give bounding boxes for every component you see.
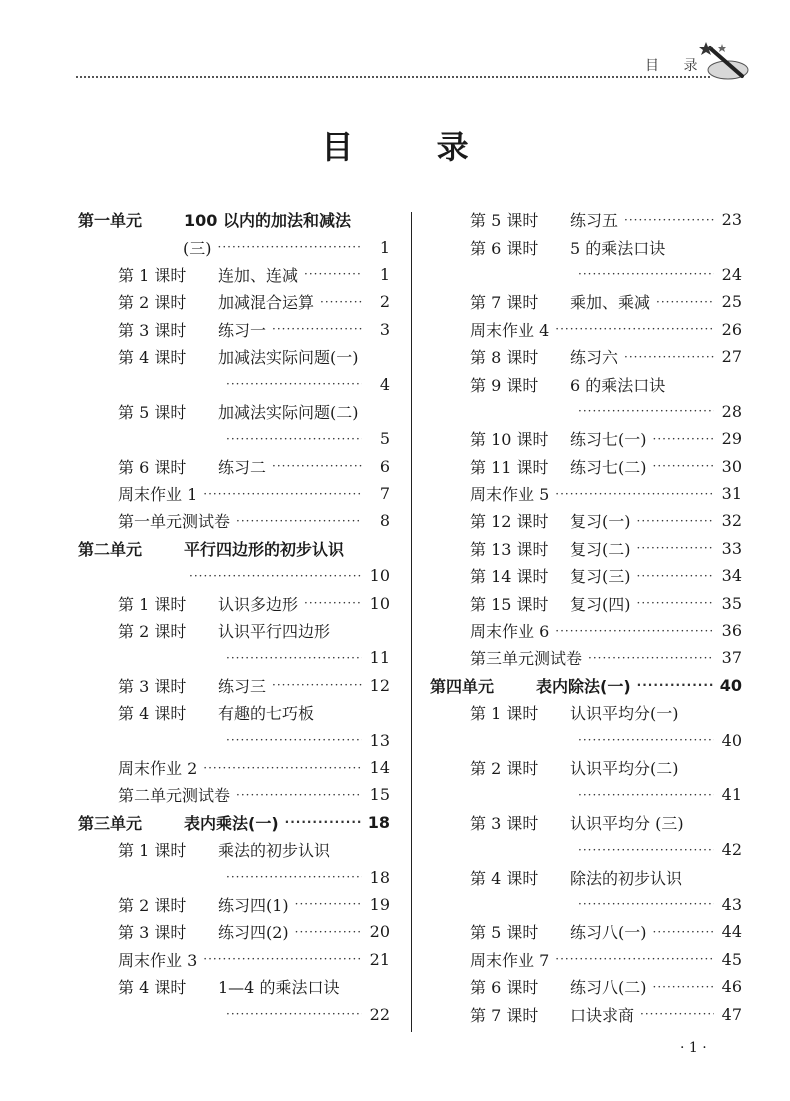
toc-entry-page: 47: [721, 1004, 742, 1024]
toc-entry-title: 第二单元测试卷: [118, 786, 231, 806]
toc-entry-label: [78, 811, 279, 834]
toc-entry[interactable]: [430, 589, 742, 616]
dot-leader: [637, 678, 714, 692]
toc-entry-title: 认识平均分(一): [570, 704, 679, 724]
toc-entry-label: [470, 756, 679, 779]
toc-entry-number: 第 9 课时: [470, 375, 539, 395]
dot-leader: [555, 487, 714, 501]
toc-left-column: [78, 206, 390, 1028]
toc-entry-title: 平行四边形的初步认识: [184, 539, 345, 559]
toc-entry-label: [78, 208, 351, 231]
toc-entry[interactable]: [430, 370, 742, 397]
dot-leader: [624, 213, 714, 227]
toc-entry-title: 周末作业 3: [118, 950, 198, 970]
toc-entry-page: 43: [721, 894, 742, 914]
dot-leader: [285, 815, 362, 829]
header-rule: [76, 76, 710, 78]
column-divider: [411, 212, 412, 1032]
toc-entry-title: 练习七(二): [570, 457, 647, 477]
toc-entry-label: [118, 592, 298, 615]
toc-entry-label: [118, 263, 298, 286]
toc-entry-number: 第 2 课时: [118, 293, 187, 313]
toc-entry-number: 第 14 课时: [470, 567, 549, 587]
toc-entry-page: 3: [379, 319, 390, 339]
dot-leader: [189, 569, 362, 583]
toc-entry-title: 加减法实际问题(一): [218, 348, 359, 368]
toc-entry-title: (三): [183, 238, 212, 258]
page-title: 目 录: [321, 128, 505, 166]
toc-entry-number: 第 7 课时: [470, 293, 539, 313]
toc-entry[interactable]: [78, 233, 390, 260]
toc-entry-title: 第一单元测试卷: [118, 512, 231, 532]
toc-entry-title: 周末作业 5: [470, 485, 550, 505]
toc-entry-label: [470, 455, 647, 478]
toc-entry-title: 6 的乘法口诀: [570, 375, 666, 395]
toc-entry[interactable]: [78, 809, 390, 836]
toc-entry-label: [118, 482, 197, 505]
page-number: · 1 ·: [680, 1040, 707, 1056]
toc-entry-label: [470, 236, 665, 259]
toc-entry-label: [470, 208, 618, 231]
toc-entry-title: 复习(四): [570, 594, 631, 614]
toc-entry-label: [470, 866, 682, 889]
toc-entry-page: 11: [369, 648, 390, 668]
toc-entry-number: 第 2 课时: [118, 622, 187, 642]
toc-entry[interactable]: [78, 946, 390, 973]
toc-entry-page: 44: [721, 922, 742, 942]
toc-entry[interactable]: [430, 1000, 742, 1027]
toc-entry-page: 45: [721, 949, 742, 969]
toc-entry-number: 第 4 课时: [118, 704, 187, 724]
dot-leader: [304, 596, 362, 610]
dot-leader: [226, 870, 362, 884]
toc-entry-title: 练习三: [218, 676, 267, 696]
toc-entry-page: 21: [369, 949, 390, 969]
toc-entry-page: 8: [379, 511, 390, 531]
toc-entry-label: [118, 674, 266, 697]
toc-entry-label: [118, 290, 314, 313]
toc-entry-number: 第 1 课时: [118, 594, 187, 614]
toc-entry-title: 认识平均分(二): [570, 759, 679, 778]
toc-entry[interactable]: [430, 206, 742, 233]
toc-entry[interactable]: [430, 617, 742, 644]
dot-leader: [624, 350, 714, 364]
toc-entry-title: 1—4 的乘法口诀: [218, 978, 340, 998]
toc-entry[interactable]: [430, 343, 742, 370]
toc-entry-number: 第 3 课时: [118, 320, 187, 340]
toc-entry-label: [470, 975, 647, 998]
toc-entry-page: 46: [721, 977, 742, 997]
toc-entry-number: 第 3 课时: [118, 676, 187, 696]
dot-leader: [226, 377, 362, 391]
toc-entry-title: 口诀求商: [570, 1005, 635, 1025]
toc-entry-page: 19: [369, 894, 390, 914]
toc-entry[interactable]: [430, 699, 742, 726]
toc-entry[interactable]: [78, 589, 390, 616]
toc-entry[interactable]: [78, 206, 390, 233]
toc-entry[interactable]: [78, 562, 390, 589]
toc-entry-page: 31: [721, 484, 742, 504]
dot-leader: [236, 788, 362, 802]
toc-entry-label: [470, 564, 631, 587]
toc-entry[interactable]: [78, 261, 390, 288]
toc-entry-label: [118, 920, 289, 943]
toc-entry[interactable]: [78, 398, 390, 425]
dot-leader: [555, 322, 714, 336]
toc-entry-title: 复习(二): [570, 539, 631, 559]
toc-entry-label: [118, 756, 197, 779]
toc-entry-label: [118, 455, 266, 478]
toc-entry-page: 4: [379, 374, 390, 394]
dot-leader: [304, 267, 362, 281]
dot-leader: [588, 651, 714, 665]
toc-entry[interactable]: [430, 863, 742, 890]
toc-entry-label: [470, 537, 631, 560]
dot-leader: [226, 1007, 362, 1021]
toc-entry-page: 20: [369, 922, 390, 942]
dot-leader: [203, 487, 362, 501]
toc-entry[interactable]: [430, 425, 742, 452]
toc-entry[interactable]: [78, 699, 390, 726]
toc-entry-page: 34: [721, 566, 742, 586]
toc-entry-label: [430, 674, 631, 697]
toc-entry[interactable]: [430, 891, 742, 918]
toc-entry[interactable]: [78, 781, 390, 808]
toc-entry-title: 练习一: [218, 320, 267, 340]
toc-entry-title: 练习六: [570, 348, 619, 368]
toc-entry-page: 42: [721, 840, 742, 860]
dot-leader: [578, 843, 714, 857]
toc-entry-label: [470, 920, 647, 943]
toc-entry-number: 第一单元: [78, 211, 143, 231]
toc-entry-label: [118, 893, 289, 916]
toc-entry-label: [470, 482, 549, 505]
toc-entry-label: [470, 290, 650, 313]
dot-leader: [578, 897, 714, 911]
toc-entry-title: 周末作业 7: [470, 950, 550, 970]
toc-entry-page: 7: [379, 484, 390, 504]
dot-leader: [320, 295, 362, 309]
toc-entry[interactable]: [78, 343, 390, 370]
toc-entry-number: 第 4 课时: [470, 868, 539, 888]
toc-entry-title: 练习五: [570, 211, 619, 231]
toc-entry[interactable]: [78, 535, 390, 562]
toc-entry[interactable]: [78, 973, 390, 1000]
toc-entry-page: 10: [369, 593, 390, 613]
toc-entry[interactable]: [430, 261, 742, 288]
toc-entry-page: 18: [367, 812, 390, 832]
dot-leader: [555, 952, 714, 966]
toc-entry-page: 32: [721, 511, 742, 531]
toc-entry-label: [118, 345, 359, 368]
dot-leader: [226, 733, 362, 747]
magic-wand-icon: [698, 40, 750, 82]
toc-entry[interactable]: [78, 425, 390, 452]
toc-entry-number: 第二单元: [78, 539, 143, 559]
toc-entry-number: 第 4 课时: [118, 348, 187, 368]
toc-entry-title: 加减混合运算: [218, 293, 315, 313]
toc-entry-number: 第 6 课时: [470, 978, 539, 998]
toc-entry-label: [470, 646, 582, 669]
toc-entry[interactable]: [430, 918, 742, 945]
toc-entry-title: 连加、连减: [218, 265, 299, 285]
toc-entry-page: 40: [719, 675, 742, 695]
toc-entry-page: 24: [721, 264, 742, 284]
toc-entry-page: 6: [379, 456, 390, 476]
toc-entry-label: [470, 592, 631, 615]
toc-entry-page: 25: [721, 292, 742, 312]
toc-entry-title: 认识多边形: [218, 594, 299, 614]
toc-entry[interactable]: [78, 480, 390, 507]
toc-entry-number: 第 4 课时: [118, 978, 187, 998]
toc-entry-title: 复习(三): [570, 567, 631, 587]
dot-leader: [578, 788, 714, 802]
toc-entry-title: 表内除法(一): [536, 676, 631, 696]
toc-entry-number: 第三单元: [78, 813, 143, 833]
toc-entry[interactable]: [430, 836, 742, 863]
toc-entry[interactable]: [430, 453, 742, 480]
toc-entry-number: 第 3 课时: [470, 813, 539, 833]
toc-entry-title: 周末作业 6: [470, 622, 550, 642]
toc-entry-number: 第 1 课时: [118, 841, 187, 861]
toc-entry-title: 认识平均分 (三): [570, 813, 684, 833]
toc-entry-title: 乘法的初步认识: [218, 841, 331, 861]
toc-entry-page: 35: [721, 593, 742, 613]
toc-entry[interactable]: [430, 946, 742, 973]
dot-leader: [637, 596, 715, 610]
toc-entry-label: [118, 975, 339, 998]
dot-leader: [640, 1007, 714, 1021]
toc-entry-page: 12: [369, 675, 390, 695]
toc-entry-number: 第 3 课时: [118, 923, 187, 943]
toc-entry-page: 10: [369, 566, 390, 586]
toc-entry-number: 第 5 课时: [470, 923, 539, 943]
toc-entry-number: 第 15 课时: [470, 594, 549, 614]
toc-entry-label: [118, 948, 197, 971]
toc-entry-label: [470, 509, 631, 532]
toc-entry-label: [470, 948, 549, 971]
toc-entry-label: [118, 838, 330, 861]
dot-leader: [555, 624, 714, 638]
toc-entry[interactable]: [430, 562, 742, 589]
toc-entry[interactable]: [430, 672, 742, 699]
toc-entry-label: [470, 811, 684, 834]
toc-entry-page: 15: [369, 785, 390, 805]
dot-leader: [226, 651, 362, 665]
toc-entry-page: 37: [721, 648, 742, 668]
toc-entry[interactable]: [430, 781, 742, 808]
toc-entry[interactable]: [78, 370, 390, 397]
toc-entry-label: [118, 701, 314, 724]
dot-leader: [295, 897, 362, 911]
toc-entry-number: 第 1 课时: [118, 265, 187, 285]
dot-leader: [203, 952, 362, 966]
dot-leader: [637, 569, 715, 583]
toc-entry[interactable]: [78, 617, 390, 644]
toc-entry[interactable]: [430, 973, 742, 1000]
toc-entry-title: 练习二: [218, 457, 267, 477]
toc-entry-label: [118, 783, 230, 806]
toc-entry[interactable]: [78, 863, 390, 890]
toc-entry-label: [470, 345, 618, 368]
toc-entry[interactable]: [430, 316, 742, 343]
toc-entry-title: 练习七(一): [570, 430, 647, 450]
dot-leader: [578, 267, 714, 281]
toc-entry-number: 第 6 课时: [470, 238, 539, 258]
dot-leader: [272, 322, 362, 336]
toc-entry-page: 27: [721, 347, 742, 367]
toc-entry-label: [78, 537, 344, 560]
toc-entry[interactable]: [78, 288, 390, 315]
toc-entry-label: [470, 619, 549, 642]
toc-entry-title: 练习八(二): [570, 978, 647, 998]
toc-entry[interactable]: [430, 507, 742, 534]
toc-entry-page: 30: [721, 456, 742, 476]
toc-entry[interactable]: [430, 644, 742, 671]
toc-entry[interactable]: [430, 754, 742, 781]
toc-entry-title: 练习八(一): [570, 923, 647, 943]
toc-entry-label: [118, 400, 359, 423]
dot-leader: [295, 925, 362, 939]
toc-entry-number: 第 10 课时: [470, 430, 549, 450]
toc-entry[interactable]: [78, 672, 390, 699]
toc-entry-page: 18: [369, 867, 390, 887]
dot-leader: [236, 514, 362, 528]
toc-entry-title: 5 的乘法口诀: [570, 238, 666, 258]
toc-entry-title: 除法的初步认识: [570, 868, 683, 888]
toc-entry-page: 22: [369, 1004, 390, 1024]
toc-entry-label: [470, 373, 665, 396]
toc-entry[interactable]: [78, 918, 390, 945]
toc-entry[interactable]: [78, 644, 390, 671]
toc-entry-number: 第 6 课时: [118, 457, 187, 477]
dot-leader: [272, 459, 362, 473]
toc-entry-label: [470, 701, 679, 724]
toc-entry-page: 5: [379, 429, 390, 449]
toc-entry[interactable]: [430, 480, 742, 507]
toc-entry-title: 周末作业 2: [118, 759, 198, 778]
dot-leader: [653, 459, 715, 473]
toc-entry[interactable]: [430, 398, 742, 425]
toc-entry[interactable]: [78, 836, 390, 863]
toc-entry-title: 周末作业 1: [118, 485, 198, 505]
toc-entry[interactable]: [78, 507, 390, 534]
toc-entry-title: 表内乘法(一): [184, 813, 279, 833]
toc-entry-number: 第 2 课时: [470, 759, 539, 778]
toc-entry-title: 练习四(2): [218, 923, 289, 943]
header-label: 目 录: [645, 58, 708, 74]
toc-right-column: [430, 206, 742, 1028]
toc-entry-page: 40: [721, 730, 742, 750]
dot-leader: [637, 541, 715, 555]
toc-entry-page: 41: [721, 785, 742, 805]
toc-entry-label: [470, 318, 549, 341]
toc-entry[interactable]: [78, 726, 390, 753]
toc-entry-page: 13: [369, 730, 390, 750]
toc-entry[interactable]: [78, 754, 390, 781]
toc-entry-label: [183, 236, 212, 259]
toc-entry-label: [118, 509, 230, 532]
toc-entry-number: 第 1 课时: [470, 704, 539, 724]
toc-entry-label: [118, 619, 330, 642]
toc-entry-page: 1: [379, 264, 390, 284]
toc-entry-page: 26: [721, 319, 742, 339]
toc-entry-number: 第四单元: [430, 676, 495, 696]
toc-entry-title: 认识平行四边形: [218, 622, 331, 642]
dot-leader: [578, 733, 714, 747]
toc-entry-page: 29: [721, 429, 742, 449]
toc-entry-label: [470, 1003, 634, 1026]
toc-entry-number: 第 8 课时: [470, 348, 539, 368]
toc-entry[interactable]: [78, 1000, 390, 1027]
toc-entry[interactable]: [78, 316, 390, 343]
dot-leader: [637, 514, 715, 528]
toc-entry-page: 36: [721, 621, 742, 641]
toc-entry[interactable]: [430, 809, 742, 836]
dot-leader: [578, 404, 714, 418]
toc-entry[interactable]: [78, 453, 390, 480]
toc-entry[interactable]: [78, 891, 390, 918]
toc-entry-page: 28: [721, 401, 742, 421]
toc-entry-title: 复习(一): [570, 512, 631, 532]
dot-leader: [653, 925, 715, 939]
toc-entry[interactable]: [430, 233, 742, 260]
toc-entry-number: 第 7 课时: [470, 1005, 539, 1025]
dot-leader: [653, 432, 715, 446]
toc-entry-title: 加减法实际问题(二): [218, 402, 359, 422]
toc-entry[interactable]: [430, 726, 742, 753]
dot-leader: [203, 761, 362, 775]
toc-entry-title: 周末作业 4: [470, 320, 550, 340]
dot-leader: [656, 295, 714, 309]
toc-entry-page: 1: [379, 237, 390, 257]
toc-entry-page: 23: [721, 210, 742, 230]
dot-leader: [653, 980, 715, 994]
toc-entry-title: 100 以内的加法和减法: [184, 211, 351, 231]
toc-entry-title: 乘加、乘减: [570, 293, 651, 313]
toc-entry-label: [118, 318, 266, 341]
toc-entry-number: 第 2 课时: [118, 895, 187, 915]
toc-entry-number: 第 5 课时: [118, 402, 187, 422]
toc-entry-number: 第 13 课时: [470, 539, 549, 559]
toc-entry-number: 第 5 课时: [470, 211, 539, 231]
toc-entry-title: 练习四(1): [218, 895, 289, 915]
toc-entry-number: 第 11 课时: [470, 457, 549, 477]
toc-entry-page: 14: [369, 758, 390, 777]
dot-leader: [226, 432, 362, 446]
toc-entry-title: 第三单元测试卷: [470, 649, 583, 669]
toc-entry-page: 2: [379, 292, 390, 312]
dot-leader: [272, 678, 362, 692]
toc-entry-number: 第 12 课时: [470, 512, 549, 532]
toc-entry-title: 有趣的七巧板: [218, 704, 315, 724]
toc-entry[interactable]: [430, 535, 742, 562]
toc-entry[interactable]: [430, 288, 742, 315]
toc-entry-label: [470, 427, 647, 450]
dot-leader: [218, 240, 363, 254]
toc-entry-page: 33: [721, 538, 742, 558]
